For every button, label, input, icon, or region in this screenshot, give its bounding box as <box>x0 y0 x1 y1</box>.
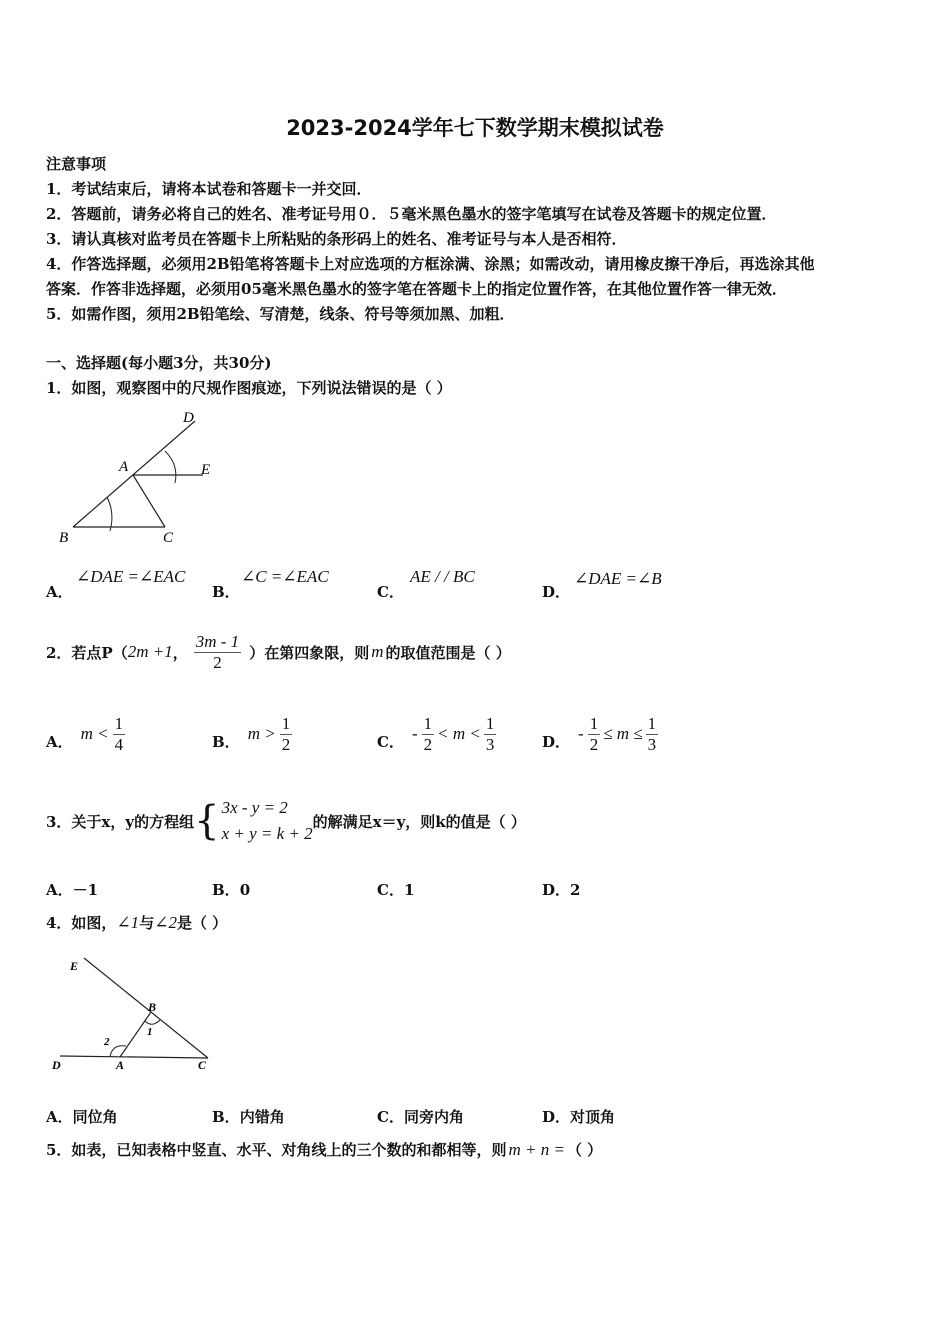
q3-stem <box>46 792 526 850</box>
q2-point-x: 2m +1 <box>127 642 173 661</box>
q1-stem: 1．如图，观察图中的尺规作图痕迹，下列说法错误的是（ ） <box>46 379 452 397</box>
q3-brace: { <box>194 798 220 844</box>
q2-option-b <box>212 711 292 757</box>
q2-option-a-den: 4 <box>114 734 124 754</box>
q3-option-c-text: 1 <box>403 881 415 899</box>
q4-option-b-text: 内错角 <box>239 1108 285 1126</box>
label-1: 1 <box>147 1026 153 1038</box>
q4-option-d <box>542 1106 615 1127</box>
label-b: B <box>59 530 69 546</box>
q2-option-c-num1: 1 <box>423 713 433 733</box>
q2-option-c-den2: 3 <box>485 734 495 754</box>
q2-option-c-den1: 2 <box>423 734 433 754</box>
q2-option-d-den1: 2 <box>589 734 599 754</box>
q2-option-a-pre: m < <box>80 724 109 743</box>
q3-eq2: x + y = k + 2 <box>221 824 313 843</box>
q1-option-c-text: AE / / BC <box>410 567 475 586</box>
q4-option-b-label: B． <box>212 1108 240 1126</box>
line-ac <box>133 475 165 527</box>
q4-option-c <box>377 1106 464 1127</box>
q2-option-d-frac2 <box>646 714 659 755</box>
label-a: A <box>119 459 129 475</box>
q2-frac-num: 3m - 1 <box>195 631 240 651</box>
q2-option-d <box>542 711 658 757</box>
q2-option-c-frac2 <box>484 714 497 755</box>
q1-figure <box>55 405 225 547</box>
q4-suffix: 是（ ） <box>176 914 228 932</box>
q2-option-b-label: B． <box>212 732 240 751</box>
label-d: D <box>52 1058 61 1072</box>
notice-item-2: 2．答题前，请务必将自己的姓名、准考证号用０．５毫米黑色墨水的签字笔填写在试卷及答题卡的规定位置． <box>46 205 777 223</box>
notice-item-3: 3．请认真核对监考员在答题卡上所粘贴的条形码上的姓名、准考证号与本人是否相符． <box>46 230 627 248</box>
q4-stem <box>46 912 227 933</box>
q2-option-c-frac1 <box>422 714 435 755</box>
q2-comma: ， <box>172 643 188 662</box>
q3-option-d <box>542 879 580 900</box>
q2-option-b-den: 2 <box>281 734 291 754</box>
label-2: 2 <box>104 1036 110 1048</box>
q2-prefix: 2．若点P（ <box>46 643 128 662</box>
q3-option-b <box>212 879 250 900</box>
q4-prefix: 4．如图， <box>46 914 117 932</box>
notice-heading: 注意事项 <box>46 155 107 173</box>
q3-option-b-label: B． <box>212 881 240 899</box>
label-a: A <box>116 1058 125 1072</box>
q5-stem <box>46 1139 602 1160</box>
q4-option-c-text: 同旁内角 <box>403 1108 464 1126</box>
q3-prefix: 3．关于x，y的方程组 <box>46 812 195 831</box>
q2-point-y-fraction <box>194 632 241 673</box>
label-b: B <box>148 1000 157 1014</box>
q5-prefix: 5．如表，已知表格中竖直、水平、对角线上的三个数的和都相等，则 <box>46 1141 507 1159</box>
q3-system <box>222 795 313 847</box>
q4-option-a-label: A． <box>46 1108 73 1126</box>
q1-option-d-label: D． <box>542 583 571 601</box>
q2-end: 的取值范围是（ ） <box>385 643 511 662</box>
section-heading: 一、选择题(每小题3分，共30分) <box>46 354 272 372</box>
line-ec <box>84 958 208 1058</box>
q3-option-a-text: －1 <box>72 881 99 899</box>
notice-item-1: 1．考试结束后，请将本试卷和答题卡一并交回． <box>46 180 372 198</box>
q2-option-c-num2: 1 <box>485 713 495 733</box>
arc-b <box>107 497 112 531</box>
q1-option-d-text: ∠DAE =∠B <box>574 569 662 588</box>
q2-option-c <box>377 711 496 757</box>
q3-suffix: 的解满足x＝y，则k的值是（ ） <box>312 812 526 831</box>
q3-option-c-label: C． <box>377 881 404 899</box>
q2-stem <box>46 627 511 677</box>
q1-option-a-text: ∠DAE =∠EAC <box>76 567 186 586</box>
q3-eq1: 3x - y = 2 <box>221 798 288 817</box>
label-e: E <box>70 959 79 973</box>
q4-option-d-text: 对顶角 <box>570 1108 616 1126</box>
q4-option-c-label: C． <box>377 1108 404 1126</box>
q3-option-c <box>377 879 414 900</box>
q5-expr: m + n = <box>508 1139 565 1159</box>
q2-option-d-pre: - <box>578 724 584 743</box>
q3-option-d-text: 2 <box>570 881 581 899</box>
q2-option-c-label: C． <box>377 732 404 751</box>
q2-var: m <box>371 642 384 661</box>
page-title: 2023-2024学年七下数学期末模拟试卷 <box>286 116 664 140</box>
q2-option-a-label: A． <box>46 732 73 751</box>
q2-option-d-label: D． <box>542 732 571 751</box>
q1-option-c-label: C． <box>377 583 404 601</box>
q3-option-a <box>46 879 98 900</box>
q1-option-a-label: A． <box>46 583 73 601</box>
q4-option-a-text: 同位角 <box>72 1108 118 1126</box>
q2-option-d-num1: 1 <box>589 713 599 733</box>
q4-option-d-label: D． <box>542 1108 571 1126</box>
q1-option-b-label: B． <box>212 583 240 601</box>
arc-1 <box>145 1020 160 1024</box>
q3-option-a-label: A． <box>46 881 73 899</box>
q4-figure <box>48 950 220 1075</box>
q2-option-d-mid: ≤ m ≤ <box>603 724 643 743</box>
q2-option-b-pre: m > <box>247 724 276 743</box>
q2-frac-den: 2 <box>194 652 241 673</box>
q2-option-c-pre: - <box>411 724 418 743</box>
q2-option-c-mid: < m < <box>437 724 481 743</box>
q1-option-b-text: ∠C =∠EAC <box>241 567 329 586</box>
q2-option-d-den2: 3 <box>647 734 657 754</box>
label-c: C <box>163 530 174 546</box>
q4-mid: 与 <box>139 914 155 932</box>
q2-option-a-frac <box>113 714 126 755</box>
q4-option-b <box>212 1106 285 1127</box>
q2-option-d-num2: 1 <box>647 713 657 733</box>
q2-option-a <box>46 711 125 757</box>
q2-suffix: ）在第四象限，则 <box>249 643 370 662</box>
q2-option-a-num: 1 <box>114 713 124 733</box>
line-bd <box>73 421 195 527</box>
notice-item-4: 4．作答选择题，必须用2B铅笔将答题卡上对应选项的方框涂满、涂黑；如需改动，请用橡皮擦干净后，再选涂其他 <box>46 255 815 273</box>
arc-a <box>165 451 176 483</box>
q2-option-d-frac1 <box>588 714 601 755</box>
notice-item-5: 5．如需作图，须用2B铅笔绘、写清楚，线条、符号等须加黑、加粗． <box>46 305 515 323</box>
q4-angle1: ∠1 <box>116 912 140 932</box>
q4-option-a <box>46 1106 118 1127</box>
q3-option-d-label: D． <box>542 881 571 899</box>
line-dc <box>60 1056 208 1058</box>
q5-suffix: （ ） <box>566 1141 603 1159</box>
q2-option-b-num: 1 <box>281 713 291 733</box>
q2-option-b-frac <box>280 714 293 755</box>
notice-item-4-cont: 答案．作答非选择题，必须用05毫米黑色墨水的签字笔在答题卡上的指定位置作答，在其他位置作答一律无效． <box>46 280 787 298</box>
label-e: E <box>201 462 211 478</box>
label-c: C <box>198 1058 207 1072</box>
q4-angle2: ∠2 <box>154 912 177 932</box>
label-d: D <box>183 410 194 426</box>
q3-option-b-text: 0 <box>239 881 251 899</box>
